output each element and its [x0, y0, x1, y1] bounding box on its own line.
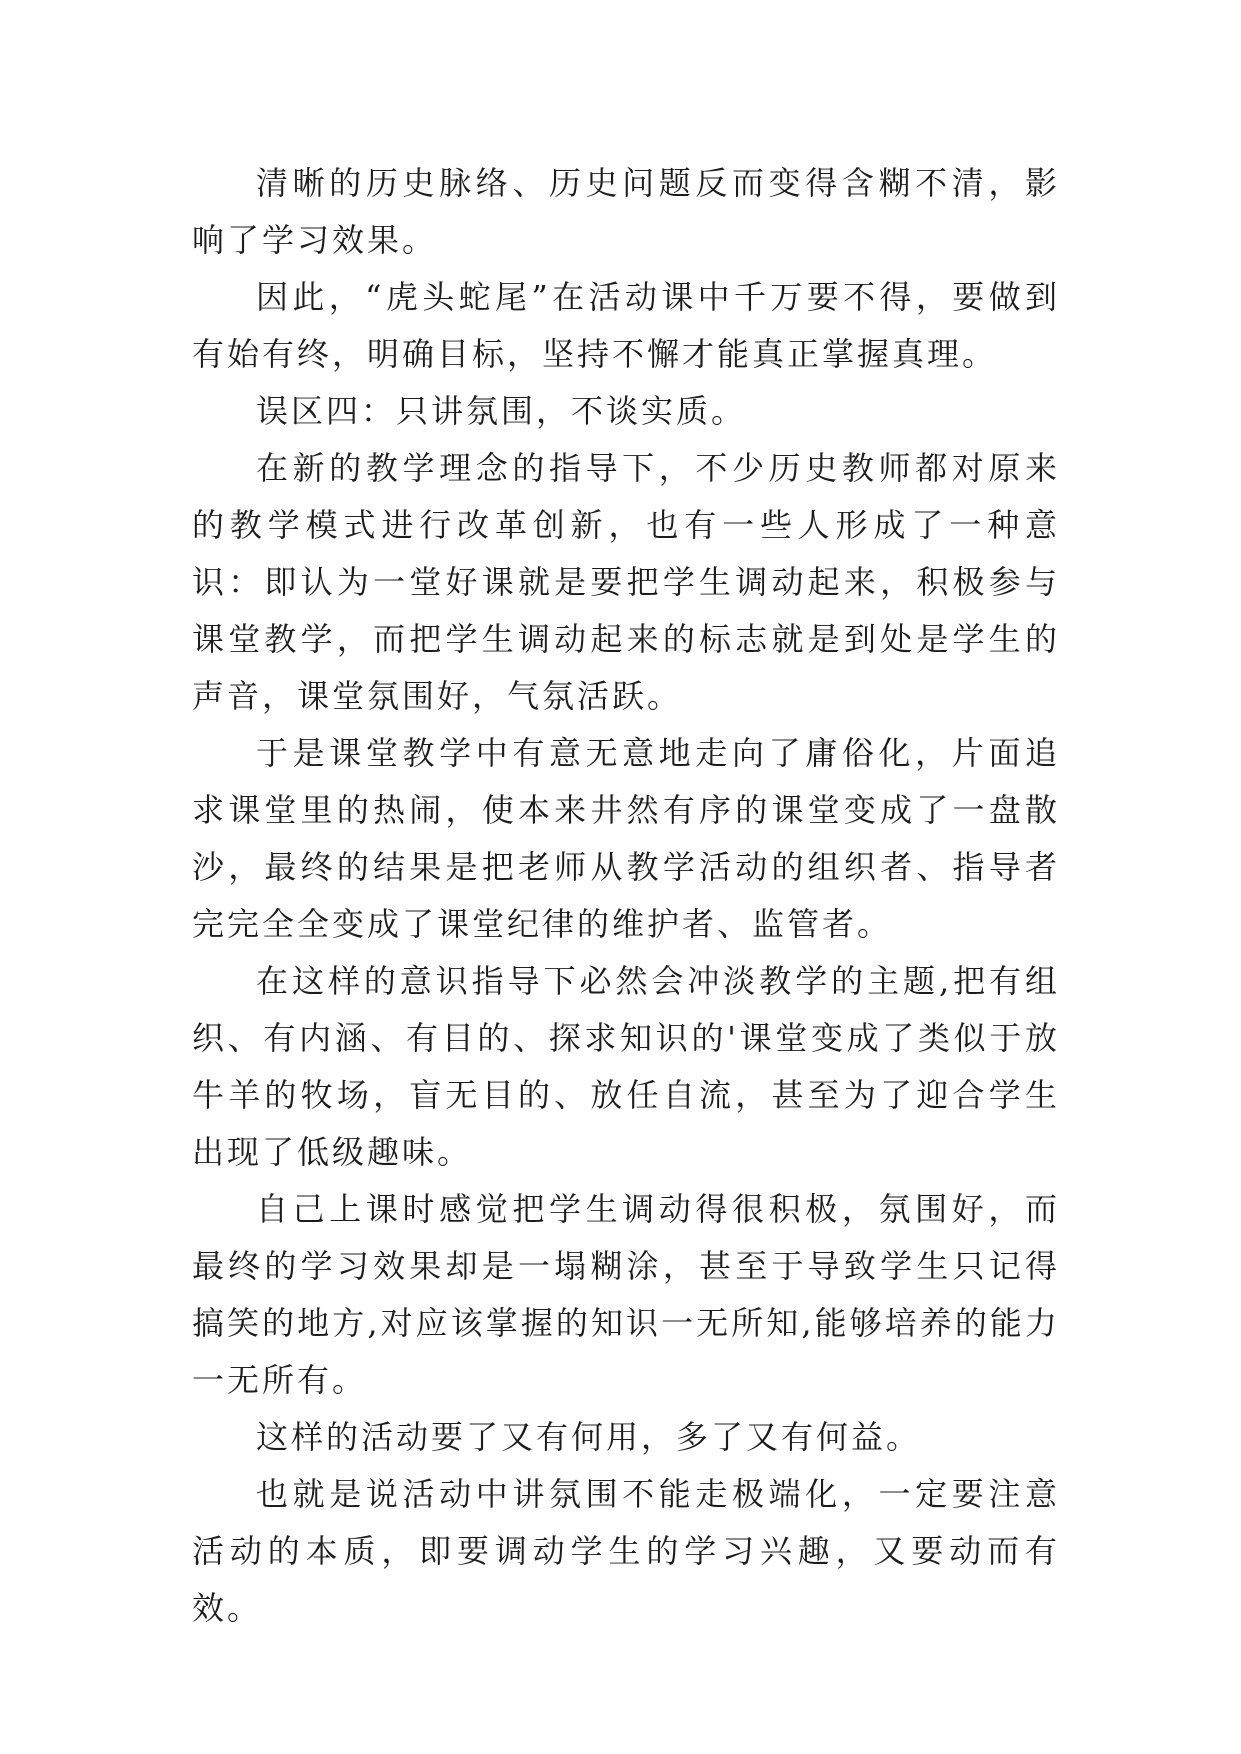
- paragraph-3: 误区四：只讲氛围，不谈实质。: [256, 392, 747, 430]
- paragraph-2: 因此，“虎头蛇尾”在活动课中千万要不得，要做到有始有终，明确目标，坚持不懈才能真正掌握真理。: [192, 278, 1060, 373]
- paragraph-4: 在新的教学理念的指导下，不少历史教师都对原来的教学模式进行改革创新，也有一些人形成了一种意识：即认为一堂好课就是要把学生调动起来，积极参与课堂教学，而把学生调动起来的标志就是到处是学生的声音，课堂氛围好，气氛活跃。: [192, 449, 1060, 715]
- paragraph-5: 于是课堂教学中有意无意地走向了庸俗化，片面追求课堂里的热闹，使本来井然有序的课堂变成了一盘散沙，最终的结果是把老师从教学活动的组织者、指导者完完全全变成了课堂纪律的维护者、监管者。: [192, 734, 1060, 943]
- paragraph-6: 在这样的意识指导下必然会冲淡教学的主题,把有组织、有内涵、有目的、探求知识的'课堂变成了类似于放牛羊的牧场，盲无目的、放任自流，甚至为了迎合学生出现了低级趣味。: [192, 962, 1060, 1171]
- paragraph-7: 自己上课时感觉把学生调动得很积极，氛围好，而最终的学习效果却是一塌糊涂，甚至于导致学生只记得搞笑的地方,对应该掌握的知识一无所知,能够培养的能力一无所有。: [192, 1190, 1060, 1399]
- paragraph-8: 这样的活动要了又有何用，多了又有何益。: [256, 1418, 922, 1456]
- document-body: [192, 155, 1060, 1637]
- paragraph-1: 清晰的历史脉络、历史问题反而变得含糊不清，影响了学习效果。: [192, 164, 1060, 259]
- paragraph-9: 也就是说活动中讲氛围不能走极端化，一定要注意活动的本质，即要调动学生的学习兴趣，又要动而有效。: [192, 1475, 1060, 1627]
